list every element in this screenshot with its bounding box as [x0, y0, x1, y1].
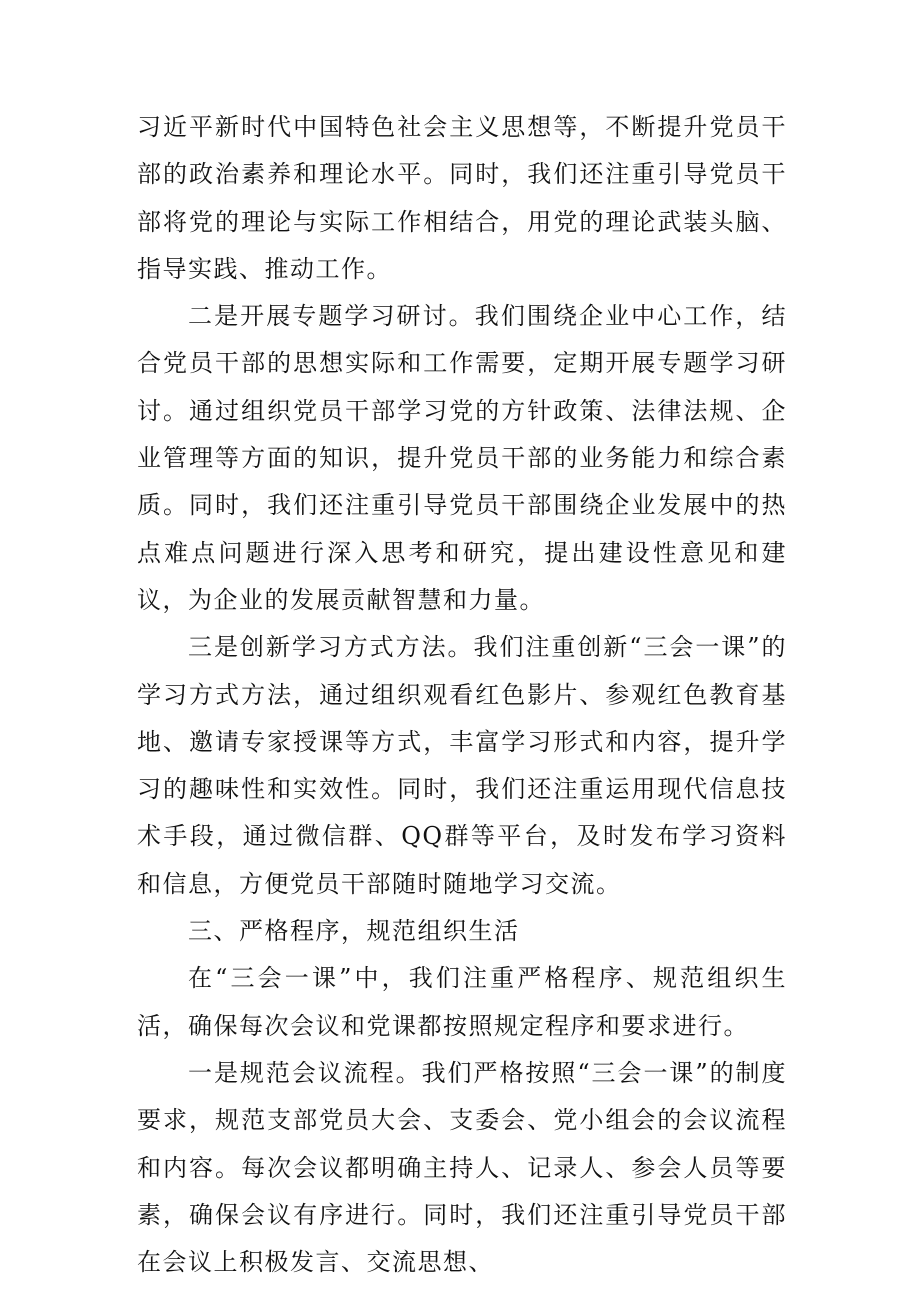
section-heading-strict-procedure: 三、严格程序，规范组织生活: [188, 917, 520, 946]
paragraph-meeting-process: 一是规范会议流程。我们严格按照“三会一课”的制度要求，规范支部党员大会、支委会、党小组会的会议流程和内容。每次会议都明确主持人、记录人、参会人员等要素，确保会议有序进行。同时，我们还注重引导党员干部在会议上积极发言、交流思想、: [137, 1058, 787, 1277]
paragraph-section-intro: 在“三会一课”中，我们注重严格程序、规范组织生活，确保每次会议和党课都按照规定程序和要求进行。: [137, 964, 787, 1040]
paragraph-learning-methods: 三是创新学习方式方法。我们注重创新“三会一课”的学习方式方法，通过组织观看红色影片、参观红色教育基地、邀请专家授课等方式，丰富学习形式和内容，提升学习的趣味性和实效性。同时，我们还注重运用现代信息技术手段，通过微信群、QQ群等平台，及时发布学习资料和信息，方便党员干部随时随地学习交流。: [137, 633, 787, 898]
document-body: [137, 104, 787, 1286]
paragraph-continued: 习近平新时代中国特色社会主义思想等，不断提升党员干部的政治素养和理论水平。同时，我们还注重引导党员干部将党的理论与实际工作相结合，用党的理论武装头脑、指导实践、推动工作。: [137, 113, 787, 283]
paragraph-topic-study: 二是开展专题学习研讨。我们围绕企业中心工作，结合党员干部的思想实际和工作需要，定期开展专题学习研讨。通过组织党员干部学习党的方针政策、法律法规、企业管理等方面的知识，提升党员干部的业务能力和综合素质。同时，我们还注重引导党员干部围绕企业发展中的热点难点问题进行深入思考和研究，提出建设性意见和建议，为企业的发展贡献智慧和力量。: [137, 302, 787, 614]
